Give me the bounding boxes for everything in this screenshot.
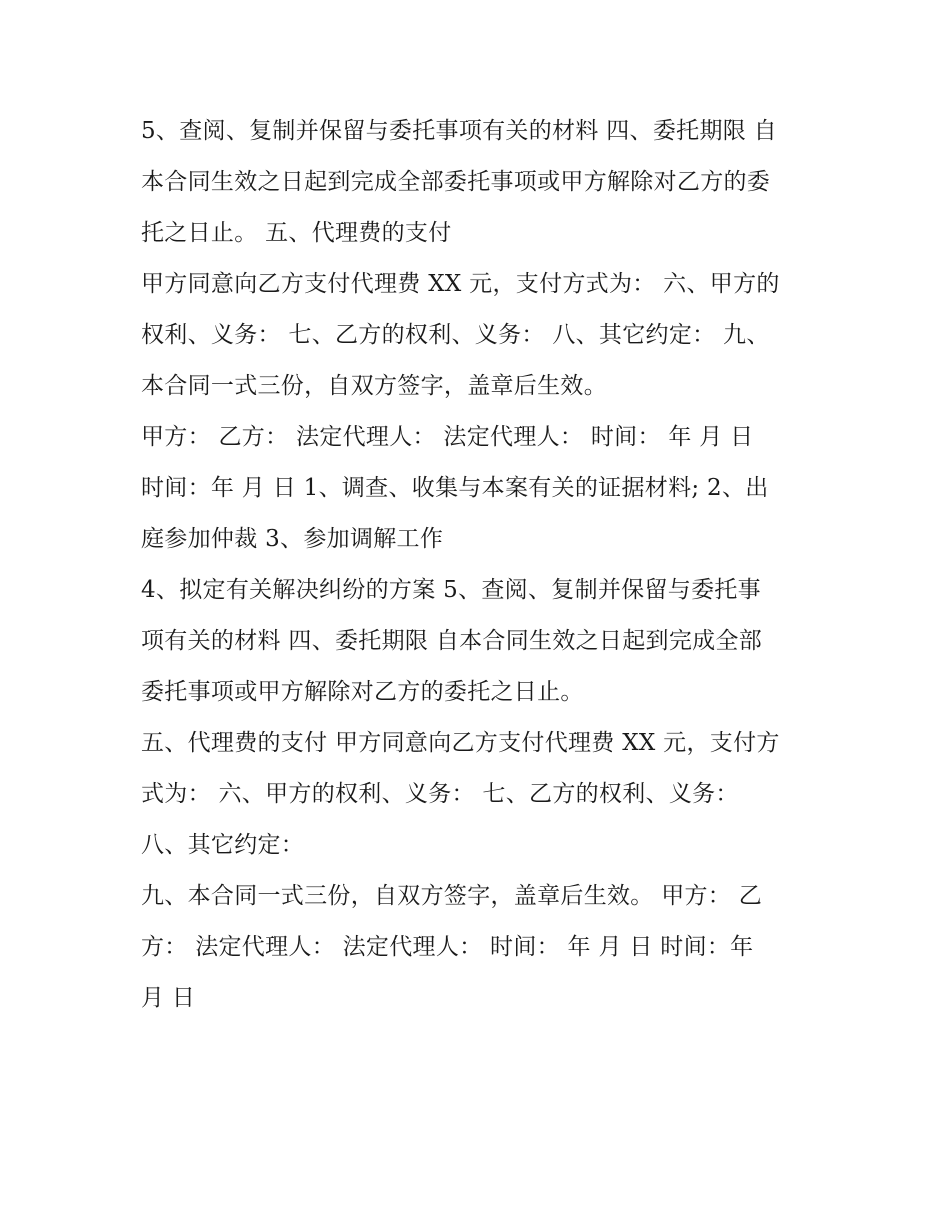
text-line-2: 本合同生效之日起到完成全部委托事项或甲方解除对乙方的委: [141, 169, 771, 195]
text-line-14: 式为： 六、甲方的权利、义务： 七、乙方的权利、义务：: [141, 781, 739, 807]
text-line-4: 甲方同意向乙方支付代理费 XX 元，支付方式为： 六、甲方的: [141, 271, 780, 297]
text-line-5: 权利、义务： 七、乙方的权利、义务： 八、其它约定： 九、: [141, 322, 770, 348]
text-line-12: 委托事项或甲方解除对乙方的委托之日止。: [141, 679, 584, 705]
text-line-17: 方： 法定代理人： 法定代理人： 时间： 年 月 日 时间：年: [141, 934, 754, 960]
document-body: [141, 106, 821, 1024]
text-line-10: 4、拟定有关解决纠纷的方案 5、查阅、复制并保留与委托事: [141, 577, 761, 603]
text-line-8: 时间：年 月 日 1、调查、收集与本案有关的证据材料; 2、出: [141, 475, 769, 501]
text-line-15: 八、其它约定：: [141, 832, 305, 858]
text-line-1: 5、查阅、复制并保留与委托事项有关的材料 四、委托期限 自: [141, 118, 777, 144]
text-line-18: 月 日: [141, 985, 196, 1011]
text-line-3: 托之日止。 五、代理费的支付: [141, 220, 452, 246]
text-line-9: 庭参加仲裁 3、参加调解工作: [141, 526, 444, 552]
text-line-7: 甲方： 乙方： 法定代理人： 法定代理人： 时间： 年 月 日: [141, 424, 754, 450]
text-line-13: 五、代理费的支付 甲方同意向乙方支付代理费 XX 元，支付方: [141, 730, 780, 756]
text-line-16: 九、本合同一式三份，自双方签字，盖章后生效。 甲方： 乙: [141, 883, 763, 909]
text-line-6: 本合同一式三份，自双方签字，盖章后生效。: [141, 373, 607, 399]
text-line-11: 项有关的材料 四、委托期限 自本合同生效之日起到完成全部: [141, 628, 763, 654]
